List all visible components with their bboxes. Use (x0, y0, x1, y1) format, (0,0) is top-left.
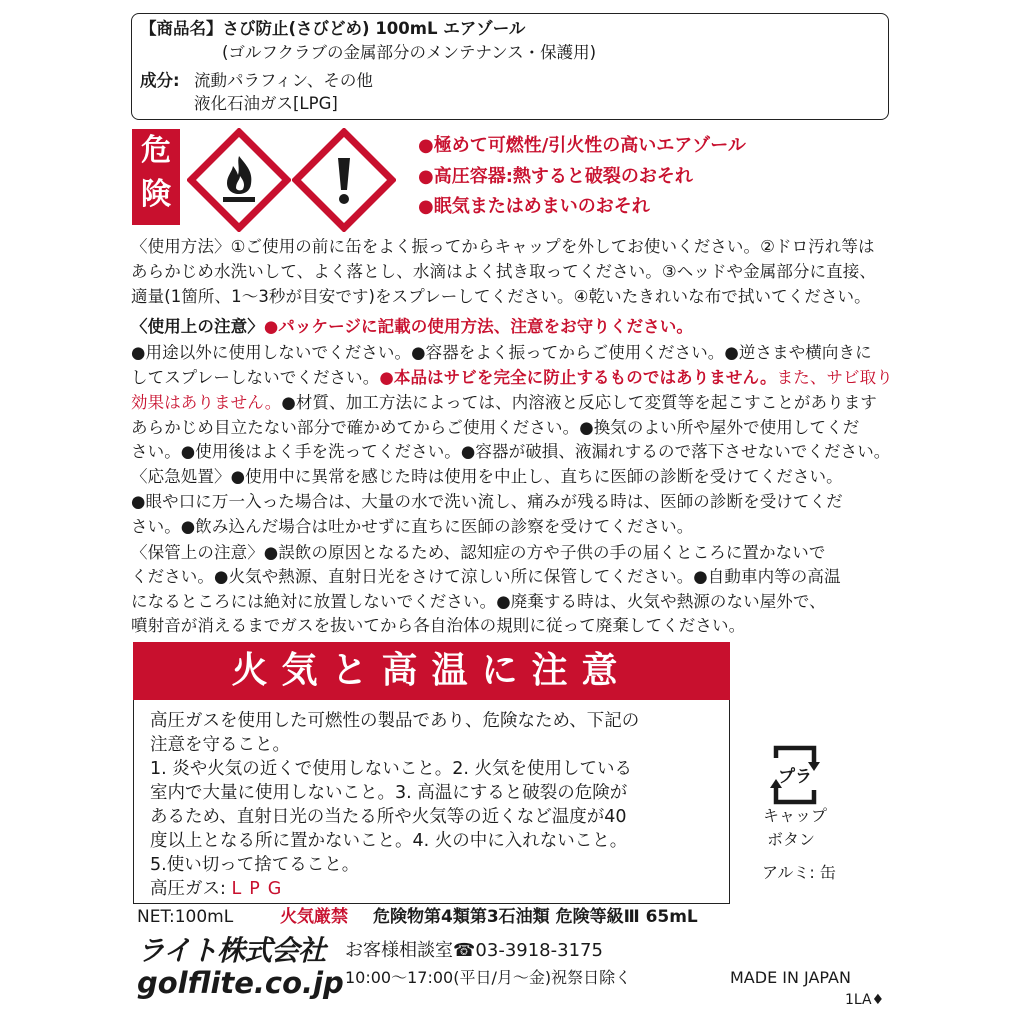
gas-value: LPG (231, 879, 290, 899)
company-logo: ライト株式会社 (137, 934, 326, 967)
gas-line (150, 878, 289, 900)
net-volume: NET:100mL (137, 907, 234, 927)
first-aid-line: ●眼や口に万一入った場合は、大量の水で洗い流し、痛みが残る時は、医師の診断を受けてくだ (131, 492, 843, 511)
hazard-statement: ●眠気またはめまいのおそれ (418, 196, 650, 217)
precautions-line: さい。●使用後はよく手を洗ってください。●容器が破損、液漏れするので落下させないでください。 (131, 442, 891, 461)
product-purpose: (ゴルフクラブの金属部分のメンテナンス・保護用) (222, 43, 597, 62)
usage-line: 〈使用方法〉①ご使用の前に缶をよく振ってからキャップを外してお使いください。②ドロ汚れ等は (131, 237, 875, 256)
customer-hours: 10:00〜17:00(平日/月〜金)祝祭日除く (345, 968, 632, 987)
first-aid-line: さい。●飲み込んだ場合は吐かせずに直ちに医師の診察を受けてください。 (131, 517, 694, 536)
hazard-class: 危険物第4類第3石油類 危険等級Ⅲ 65mL (373, 907, 698, 927)
storage-line: ください。●火気や熱源、直射日光をさけて涼しい所に保管してください。●自動車内等の高温 (131, 567, 841, 586)
caution-line: 室内で大量に使用しないこと。3. 高温にすると破裂の危険が (150, 783, 628, 803)
product-name: 【商品名】さび防止(さびどめ) 100mL エアゾール (140, 19, 526, 38)
precautions-line: ●用途以外に使用しないでください。●容器をよく振ってからご使用ください。●逆さまや横向きに (131, 343, 872, 362)
precautions-line: 効果はありません。●材質、加工方法によっては、内溶液と反応して変質等を起こすことがあります (131, 393, 877, 412)
storage-line: 〈保管上の注意〉●誤飲の原因となるため、認知症の方や子供の手の届くところに置かないで (131, 543, 826, 562)
danger-label (132, 129, 180, 225)
usage-line: 適量(1箇所、1〜3秒が目安です)をスプレーしてください。④乾いたきれいな布で拭いてください。 (131, 287, 871, 306)
product-info-box (131, 13, 889, 120)
ingredients-label: 成分: (140, 71, 180, 90)
caution-line: 1. 炎や火気の近くで使用しないこと。2. 火気を使用している (150, 759, 633, 779)
flame-icon (187, 128, 291, 232)
customer-phone: お客様相談室☎03-3918-3175 (345, 940, 603, 961)
danger-char-2: 険 (141, 177, 171, 212)
caution-line: あるため、直射日光の当たる所や火気等の近くなど温度が40 (150, 807, 627, 827)
gas-label: 高圧ガス: (150, 879, 226, 899)
website: golflite.co.jp (137, 966, 344, 1000)
first-aid-line: 〈応急処置〉●使用中に異常を感じた時は使用を中止し、直ちに医師の診断を受けてください。 (131, 467, 843, 486)
exclamation-icon (292, 128, 396, 232)
ingredients-line-2: 液化石油ガス[LPG] (194, 94, 338, 113)
ingredients-line-1: 流動パラフィン、その他 (194, 71, 373, 90)
caution-line: 5.使い切って捨てること。 (150, 855, 360, 875)
hazard-statement: ●極めて可燃性/引火性の高いエアゾール (418, 135, 746, 156)
precautions-heading-line (131, 316, 693, 338)
fire-warning: 火気厳禁 (280, 907, 348, 927)
recycle-cap-label: キャップ (763, 806, 828, 825)
usage-line: あらかじめ水洗いして、よく落とし、水滴はよく拭き取ってください。③ヘッドや金属部分に直接、 (131, 262, 876, 281)
lot-code: 1LA♦ (845, 992, 885, 1008)
precautions-line: してスプレーしないでください。●本品はサビを完全に防止するものではありません。また、サビ取り (131, 368, 893, 387)
recycle-can-label: アルミ: 缶 (762, 863, 836, 882)
caution-line: 度以上となる所に置かないこと。4. 火の中に入れないこと。 (150, 831, 628, 851)
precautions-heading: 〈使用上の注意〉 (131, 317, 264, 336)
made-in: MADE IN JAPAN (730, 968, 851, 987)
plastic-recycle-icon (768, 744, 822, 806)
recycle-mark-text: プラ (778, 767, 812, 787)
precautions-warning: ●パッケージに記載の使用方法、注意をお守りください。 (263, 317, 693, 336)
danger-char-1: 危 (141, 133, 171, 168)
recycle-button-label: ボタン (767, 830, 816, 849)
caution-line: 注意を守ること。 (150, 735, 290, 755)
hazard-statement: ●高圧容器:熱すると破裂のおそれ (418, 166, 693, 187)
storage-line: になるところには絶対に放置しないでください。●廃棄する時は、火気や熱源のない屋外で、 (131, 592, 826, 611)
caution-line: 高圧ガスを使用した可燃性の製品であり、危険なため、下記の (150, 711, 640, 731)
caution-title: 火気と高温に注意 (133, 642, 730, 700)
rust-disclaimer: ●本品はサビを完全に防止するものではありません。 (379, 368, 777, 387)
precautions-line: あらかじめ目立たない部分で確かめてからご使用ください。●換気のよい所や屋外で使用してくだ (131, 418, 860, 437)
storage-line: 噴射音が消えるまでガスを抜いてから各自治体の規則に従って廃棄してください。 (131, 616, 746, 635)
